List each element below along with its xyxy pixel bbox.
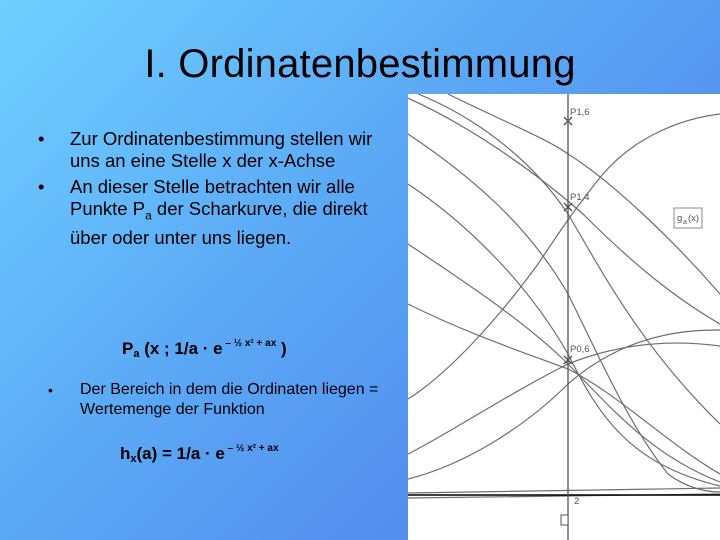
curve	[408, 330, 720, 479]
curve	[408, 134, 720, 492]
formula-exponent: – ½ x² + ax	[224, 443, 279, 454]
bullet-dot: •	[38, 176, 45, 197]
curve	[418, 94, 720, 424]
label-ga-rest: (x)	[688, 213, 700, 224]
label-ga-sub: a	[683, 219, 687, 226]
bullet-dot: •	[38, 128, 45, 149]
point-formula	[122, 338, 287, 360]
function-graph	[408, 94, 720, 540]
bullet-item	[30, 128, 380, 172]
slider-handle-icon[interactable]	[561, 515, 568, 525]
label-p14: P1,4	[570, 192, 590, 203]
formula-body: (a) = 1/a · e	[136, 444, 225, 463]
formula-body: (x ; 1/a · e	[139, 339, 223, 358]
label-ga: g	[677, 213, 683, 224]
formula-close: )	[276, 339, 287, 358]
formula-p-sub: a	[133, 348, 140, 360]
bullet-subscript: a	[145, 208, 152, 223]
curve	[408, 304, 720, 474]
curve	[408, 244, 720, 482]
tick-label-2: 2	[574, 496, 580, 507]
label-p06: P0,6	[570, 344, 590, 355]
function-formula	[120, 443, 279, 465]
formula-h: h	[120, 444, 131, 463]
bullet-text: Zur Ordinatenbestimmung stellen wir uns an eine Stelle x der x-Achse	[70, 128, 373, 171]
formula-h-sub: x	[130, 453, 137, 465]
function-label-box	[674, 208, 702, 228]
formula-p: P	[122, 339, 134, 358]
bullet-text: An dieser Stelle betrachten wir alle Punkte P	[70, 176, 355, 219]
bullet-text: Der Bereich in dem die Ordinaten liegen = Wertemenge der Funktion	[80, 381, 379, 418]
curve	[408, 96, 720, 324]
slide-title: I. Ordinatenbestimmung	[144, 42, 576, 86]
bullet-list	[30, 128, 380, 253]
curve-flat	[408, 488, 720, 493]
bullet-item	[30, 176, 380, 249]
curve	[408, 184, 720, 486]
bullet-dot: •	[48, 382, 53, 398]
bullet-text-rest: der Scharkurve, die direkt über oder unter uns liegen.	[70, 198, 368, 248]
label-p16: P1,6	[570, 107, 590, 118]
formula-exponent: – ½ x² + ax	[222, 338, 277, 349]
graph-svg	[408, 94, 720, 540]
